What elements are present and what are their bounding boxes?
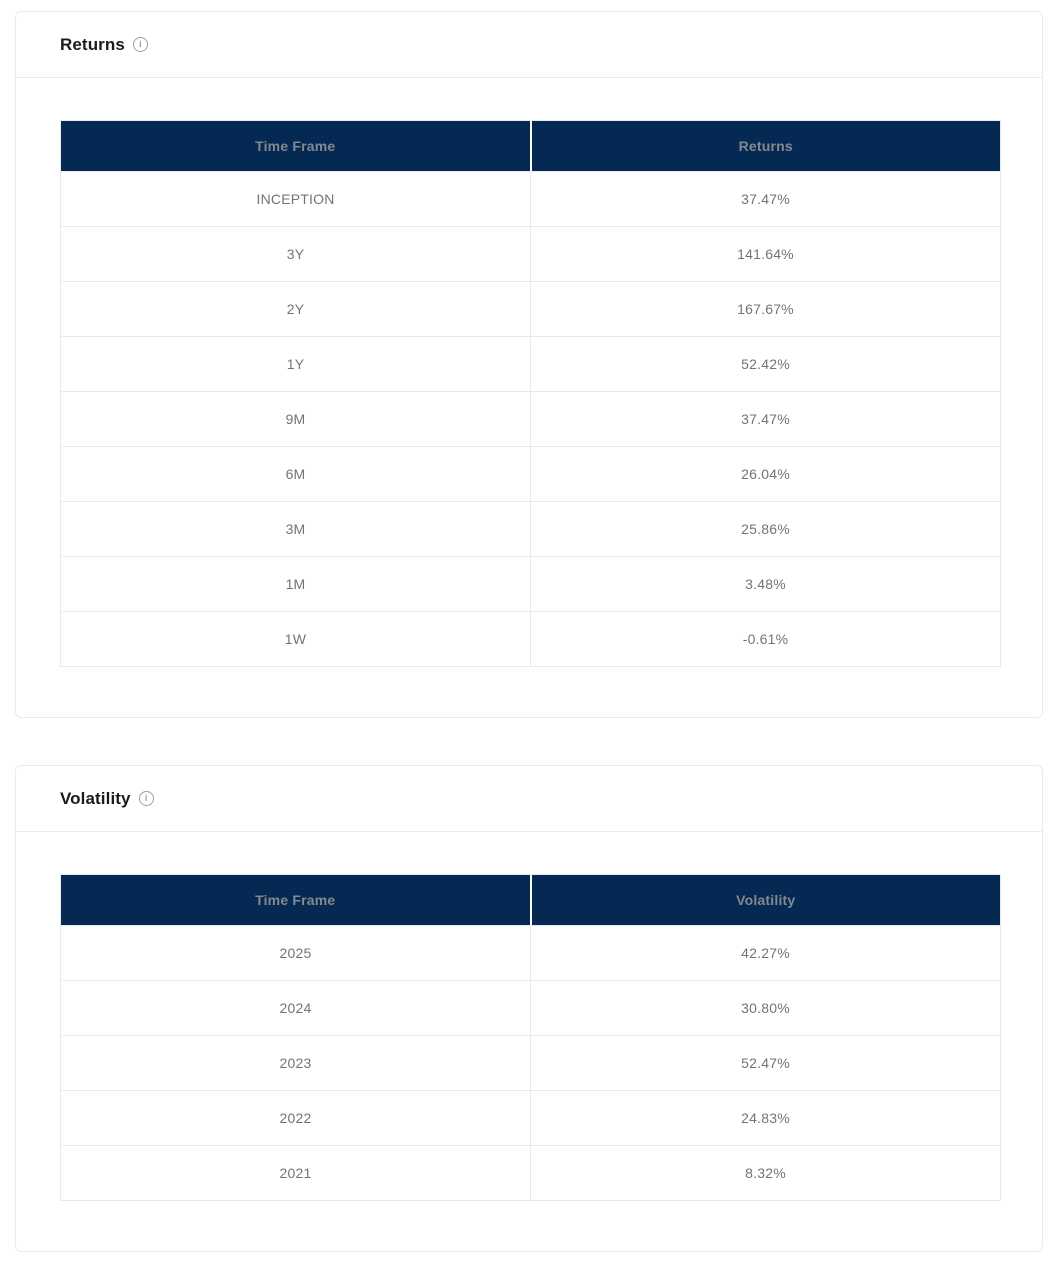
time-frame-cell: 2023 (61, 1036, 531, 1091)
table-row (61, 926, 1001, 981)
time-frame-cell: 2021 (61, 1146, 531, 1201)
time-frame-cell: 2024 (61, 981, 531, 1036)
returns-value-cell: 37.47% (531, 392, 1001, 447)
volatility-card-body (16, 832, 1042, 1251)
returns-table (60, 120, 1001, 667)
returns-value-cell: 37.47% (531, 172, 1001, 227)
volatility-card-header (16, 766, 1042, 832)
table-row (61, 557, 1001, 612)
table-row (61, 392, 1001, 447)
volatility-table (60, 874, 1001, 1201)
volatility-value-cell: 30.80% (531, 981, 1001, 1036)
volatility-value-cell: 8.32% (531, 1146, 1001, 1201)
returns-value-cell: 25.86% (531, 502, 1001, 557)
time-frame-cell: INCEPTION (61, 172, 531, 227)
table-row (61, 282, 1001, 337)
column-header-returns: Returns (531, 121, 1001, 172)
returns-card-body (16, 78, 1042, 717)
returns-card-header (16, 12, 1042, 78)
time-frame-cell: 1W (61, 612, 531, 667)
volatility-card (15, 765, 1043, 1252)
table-row (61, 1146, 1001, 1201)
info-icon[interactable]: i (133, 37, 148, 52)
returns-value-cell: 52.42% (531, 337, 1001, 392)
returns-table-header-row (61, 121, 1001, 172)
time-frame-cell: 1Y (61, 337, 531, 392)
returns-value-cell: 141.64% (531, 227, 1001, 282)
table-row (61, 227, 1001, 282)
column-header-volatility: Volatility (531, 875, 1001, 926)
column-header-time-frame: Time Frame (61, 121, 531, 172)
time-frame-cell: 9M (61, 392, 531, 447)
table-row (61, 502, 1001, 557)
info-icon[interactable]: i (139, 791, 154, 806)
table-row (61, 981, 1001, 1036)
returns-value-cell: -0.61% (531, 612, 1001, 667)
volatility-table-header-row (61, 875, 1001, 926)
volatility-value-cell: 52.47% (531, 1036, 1001, 1091)
table-row (61, 1036, 1001, 1091)
column-header-time-frame: Time Frame (61, 875, 531, 926)
time-frame-cell: 1M (61, 557, 531, 612)
returns-value-cell: 3.48% (531, 557, 1001, 612)
returns-value-cell: 26.04% (531, 447, 1001, 502)
table-row (61, 172, 1001, 227)
table-row (61, 337, 1001, 392)
volatility-value-cell: 42.27% (531, 926, 1001, 981)
returns-value-cell: 167.67% (531, 282, 1001, 337)
time-frame-cell: 3M (61, 502, 531, 557)
table-row (61, 1091, 1001, 1146)
volatility-value-cell: 24.83% (531, 1091, 1001, 1146)
returns-card-title: Returns (60, 34, 125, 54)
table-row (61, 447, 1001, 502)
time-frame-cell: 6M (61, 447, 531, 502)
table-row (61, 612, 1001, 667)
time-frame-cell: 2025 (61, 926, 531, 981)
time-frame-cell: 2Y (61, 282, 531, 337)
volatility-card-title: Volatility (60, 788, 131, 808)
time-frame-cell: 3Y (61, 227, 531, 282)
returns-card (15, 11, 1043, 718)
time-frame-cell: 2022 (61, 1091, 531, 1146)
